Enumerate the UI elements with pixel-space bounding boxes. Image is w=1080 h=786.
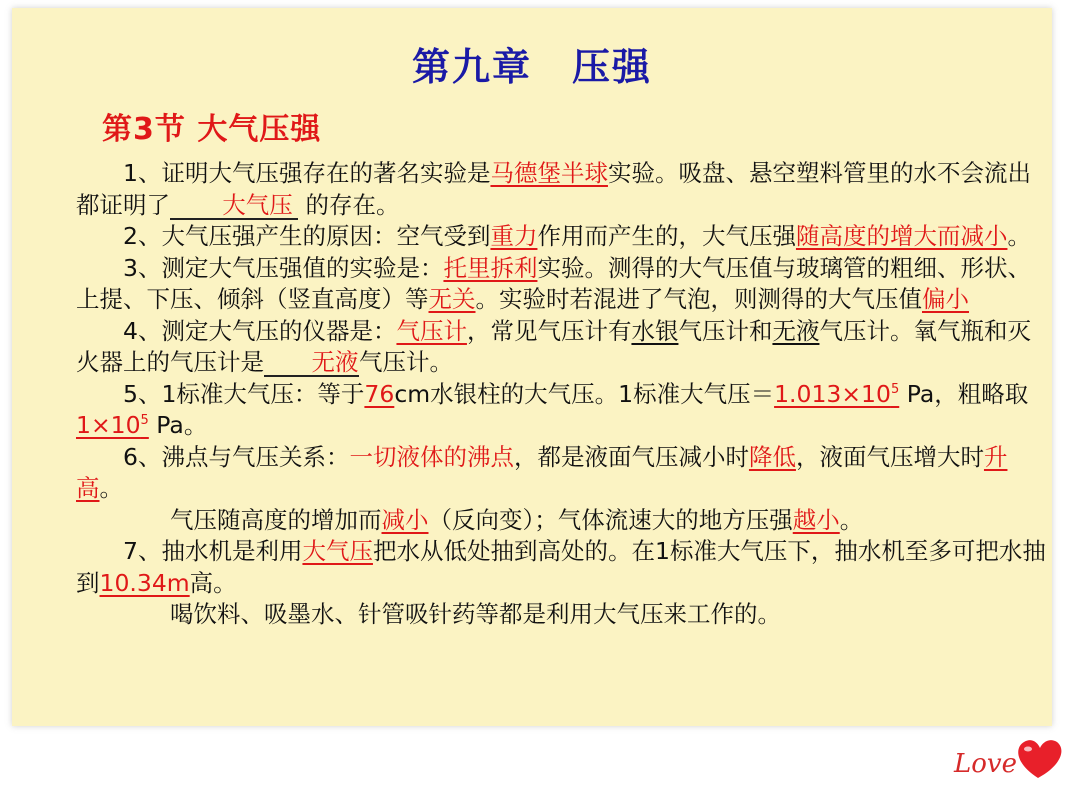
- text: 4、测定大气压的仪器是：: [123, 316, 397, 345]
- answer: 无关: [428, 285, 476, 313]
- text: 实验。吸盘、悬空塑料管里的水不会流出都证明了: [76, 159, 1031, 219]
- answer: [774, 380, 899, 408]
- text: 2、大气压强产生的原因：空气受到: [123, 222, 491, 250]
- chapter-title: 第九章 压强: [411, 45, 652, 89]
- text: 把水从低处抽到高处的。在1标准大气压下，抽水机至多可把水抽到: [76, 537, 1046, 597]
- text: （反向变）；气体流速大的地方压强: [428, 505, 793, 534]
- text: 气压随高度的增加而: [170, 505, 382, 534]
- paragraph-7: [76, 536, 1046, 599]
- love-heart-icon: [952, 728, 1072, 784]
- paragraph-1: [76, 158, 1046, 221]
- text: 。: [99, 474, 123, 502]
- paragraph-6b: [76, 505, 1046, 537]
- text: ，液面气压增大时: [795, 442, 984, 471]
- text: ，都是液面气压减小时: [513, 442, 749, 471]
- underlined-text: 无液: [772, 316, 820, 345]
- answer: 大气压: [302, 537, 373, 565]
- text: 气压计。氧气瓶和灭火器上的气压计是: [76, 316, 1031, 376]
- underlined-text: 水银: [631, 316, 679, 345]
- answer: 偏小: [922, 285, 969, 313]
- text: 。: [839, 505, 864, 534]
- text: cm水银柱的大气压。1标准大气压＝: [394, 379, 775, 408]
- paragraph-5: [76, 379, 1046, 442]
- paragraph-4: [76, 316, 1046, 379]
- answer-exponent: 5: [890, 381, 900, 397]
- answer: [76, 411, 149, 439]
- answer: 随高度的增大而减小: [795, 222, 1008, 250]
- paragraph-2: [76, 221, 1046, 253]
- answer-blank: 无液: [264, 349, 359, 377]
- answer: 减小: [381, 505, 429, 534]
- answer: 马德堡半球: [490, 159, 608, 187]
- text: 作用而产生的，大气压强: [537, 222, 796, 250]
- answer: 降低: [748, 442, 796, 471]
- text: 。实验时若混进了气泡，则测得的大气压值: [475, 285, 922, 313]
- answer: 76: [364, 379, 395, 408]
- paragraph-6: [76, 442, 1046, 505]
- text: 气压计。: [359, 348, 453, 376]
- text: 高。: [189, 568, 237, 597]
- text: 3、测定大气压强值的实验是：: [123, 253, 444, 282]
- text: ，常见气压计有: [466, 316, 632, 345]
- text: 。: [1007, 222, 1031, 250]
- answer: 气压计: [396, 316, 467, 345]
- section-title: 第3节 大气压强: [102, 112, 322, 147]
- answer: 一切液体的沸点: [349, 442, 514, 471]
- text: Pa。: [148, 411, 208, 439]
- heart-shape: [1018, 740, 1061, 778]
- answer-base: 1×10: [76, 411, 141, 439]
- notes-content: [76, 158, 1046, 631]
- paragraph-3: [76, 253, 1046, 316]
- answer-base: 1.013×10: [774, 379, 891, 408]
- love-script-text: Love: [954, 749, 1017, 779]
- text: 6、沸点与气压关系：: [123, 442, 350, 471]
- text: 5、1标准大气压：等于: [123, 379, 365, 408]
- answer: 托里拆利: [443, 253, 538, 282]
- text: 的存在。: [298, 190, 400, 219]
- answer-exponent: 5: [140, 413, 149, 428]
- text: Pa，粗略取: [899, 379, 1029, 408]
- answer: 越小: [792, 505, 840, 534]
- heart-shine: [1024, 747, 1032, 752]
- text: 气压计和: [678, 316, 773, 345]
- answer: 10.34m: [99, 568, 190, 597]
- text: 1、证明大气压强存在的著名实验是: [123, 159, 491, 187]
- slide: [12, 8, 1052, 726]
- text: 实验。测得的大气压值与玻璃管的粗细、形状、上提、下压、倾斜（竖直高度）等: [76, 253, 1031, 313]
- paragraph-8: 喝饮料、吸墨水、针管吸针药等都是利用大气压来工作的。: [170, 600, 781, 628]
- answer: 升高: [76, 442, 1008, 502]
- text: 7、抽水机是利用: [123, 537, 303, 565]
- answer-blank: 大气压: [170, 192, 298, 220]
- answer: 重力: [490, 222, 538, 250]
